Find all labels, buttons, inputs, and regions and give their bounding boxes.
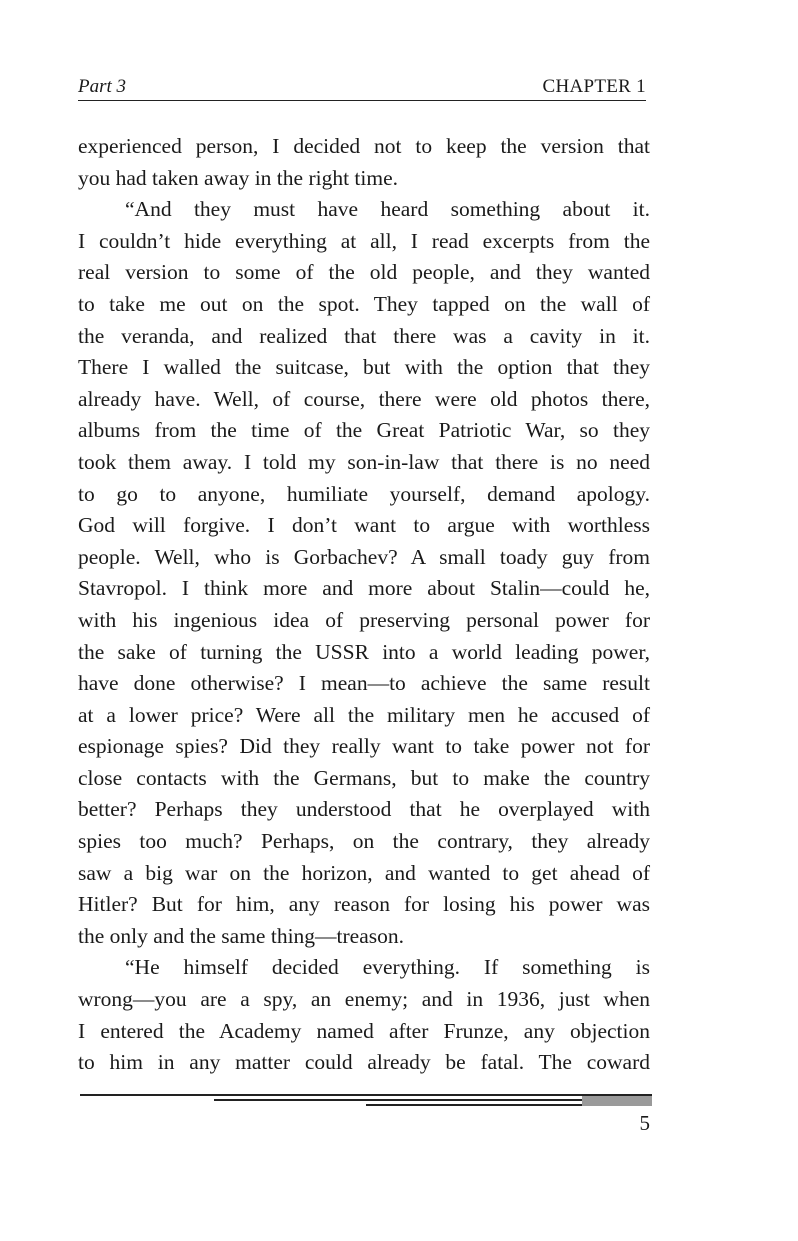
text-line: the veranda, and realized that there was a cavity in it. [78, 323, 650, 348]
text-line: Stavropol. I think more and more about Stalin—could he, [78, 576, 650, 601]
text-line: I couldn’t hide everything at all, I read excerpts from the [78, 228, 650, 253]
text-line: to him in any matter could already be fatal. The coward [78, 1050, 650, 1075]
text-line: you had taken away in the right time. [78, 165, 399, 190]
text-line: “And they must have heard something about it. [125, 197, 650, 222]
footer-rule-block [582, 1096, 652, 1106]
text-line: albums from the time of the Great Patriotic War, so they [78, 418, 650, 443]
text-line: espionage spies? Did they really want to take power not for [78, 734, 650, 759]
footer-decorative-rules [78, 1092, 652, 1108]
text-line: I entered the Academy named after Frunze, any objection [78, 1018, 650, 1043]
text-line: real version to some of the old people, and they wanted [78, 260, 650, 285]
text-line: took them away. I told my son-in-law that there is no need [78, 449, 650, 474]
text-line: There I walled the suitcase, but with the option that they [78, 355, 650, 380]
running-header [78, 76, 646, 101]
text-line: with his ingenious idea of preserving personal power for [78, 607, 650, 632]
text-line: to go to anyone, humiliate yourself, demand apology. [78, 481, 650, 506]
part-label: Part 3 [78, 76, 127, 97]
text-line: God will forgive. I don’t want to argue with worthless [78, 513, 650, 538]
text-line: better? Perhaps they understood that he overplayed with [78, 797, 650, 822]
text-line: Hitler? But for him, any reason for losing his power was [78, 892, 650, 917]
text-line: close contacts with the Germans, but to make the country [78, 765, 650, 790]
text-line: the sake of turning the USSR into a world leading power, [78, 639, 650, 664]
body-text [78, 131, 650, 1079]
text-line: the only and the same thing—treason. [78, 923, 405, 948]
text-line: “He himself decided everything. If something is [125, 955, 650, 980]
text-line: already have. Well, of course, there were old photos there, [78, 386, 650, 411]
text-line: spies too much? Perhaps, on the contrary, they already [78, 829, 650, 854]
text-line: to take me out on the spot. They tapped on the wall of [78, 291, 650, 316]
text-line: saw a big war on the horizon, and wanted to get ahead of [78, 860, 650, 885]
text-line: experienced person, I decided not to keep the version that [78, 134, 650, 158]
text-line: have done otherwise? I mean—to achieve the same result [78, 671, 650, 696]
chapter-label: CHAPTER 1 [542, 76, 646, 97]
text-line: people. Well, who is Gorbachev? A small toady guy from [78, 544, 650, 569]
text-line: at a lower price? Were all the military men he accused of [78, 702, 650, 727]
footer-rule-1 [80, 1094, 652, 1096]
text-line: wrong—you are a spy, an enemy; and in 1936, just when [78, 987, 650, 1012]
page-number: 5 [639, 1111, 650, 1135]
